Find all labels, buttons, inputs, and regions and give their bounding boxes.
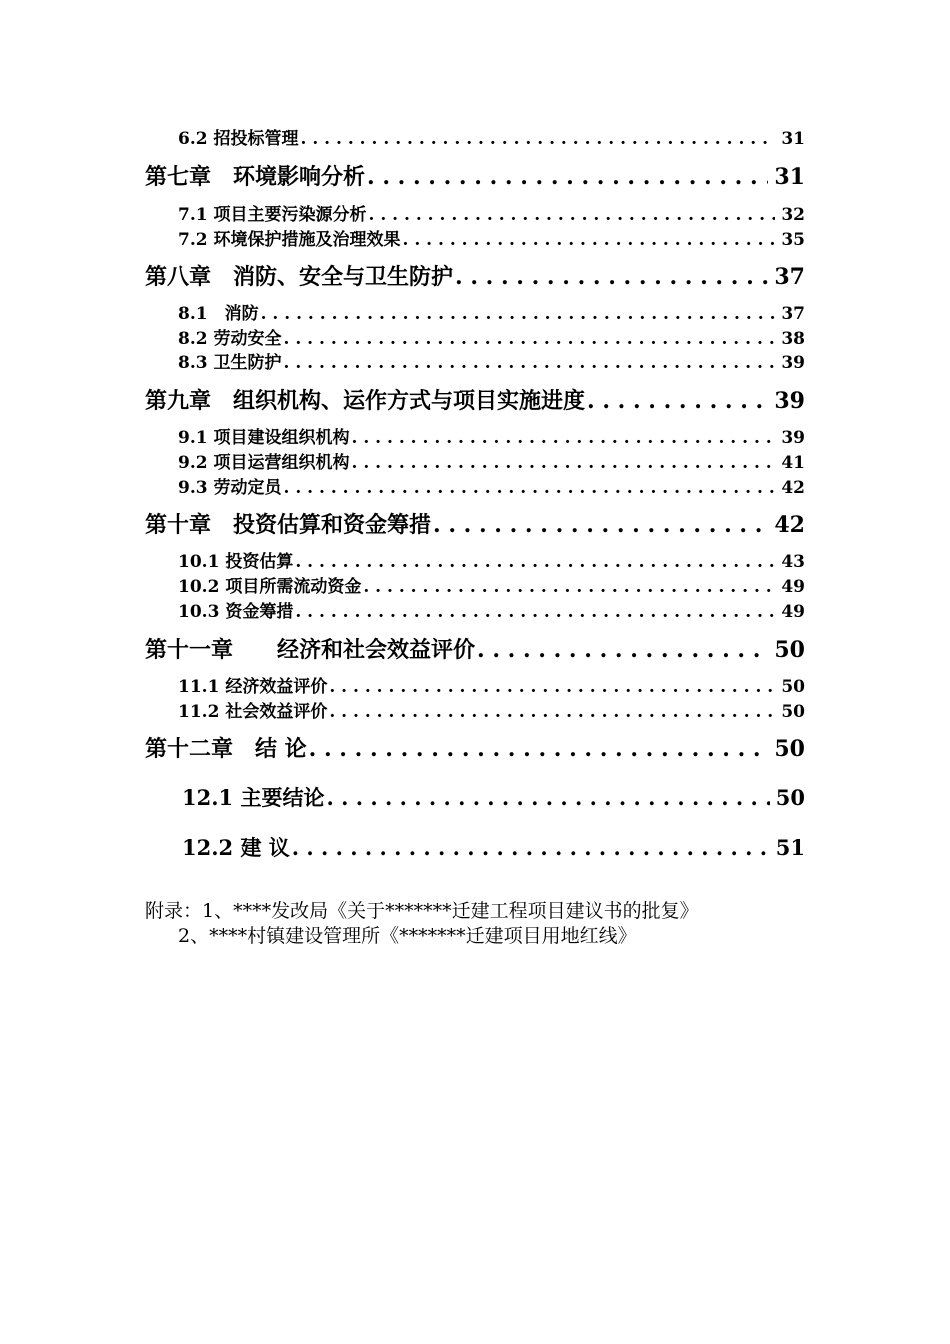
toc-entry-page: 50 — [775, 785, 805, 810]
toc-leader — [295, 602, 775, 622]
toc-chapter[interactable] — [145, 508, 805, 539]
toc-entry-page: 49 — [781, 602, 805, 622]
toc-entry-title: 10.3 资金筹措 — [178, 602, 294, 622]
toc-chapter-page: 42 — [774, 512, 805, 538]
toc-leader — [329, 677, 775, 697]
toc-entry-title: 11.2 社会效益评价 — [178, 702, 328, 722]
toc-chapter-page: 31 — [774, 164, 805, 190]
toc-leader — [352, 428, 776, 448]
toc-entry-title: 8.2 劳动安全 — [178, 329, 282, 349]
toc-chapter-title: 第十二章 结 论 — [145, 736, 307, 762]
toc-chapter-title: 第十一章 经济和社会效益评价 — [145, 637, 476, 663]
appendix-line: 附录：1、****发改局《关于*******迁建工程项目建议书的批复》 — [145, 900, 699, 922]
toc-entry-title: 9.2 项目运营组织机构 — [178, 453, 350, 473]
toc-entry-title: 9.1 项目建设组织机构 — [178, 428, 350, 448]
toc-entry-title: 10.1 投资估算 — [178, 552, 294, 572]
toc-entry-title: 7.2 环境保护措施及治理效果 — [178, 230, 401, 250]
toc-entry[interactable] — [182, 782, 805, 812]
toc-chapter[interactable] — [145, 160, 805, 191]
toc-chapter-title: 第十章 投资估算和资金筹措 — [145, 512, 432, 538]
toc-entry[interactable] — [178, 448, 805, 473]
toc-leader — [284, 353, 776, 373]
toc-chapter[interactable] — [145, 732, 805, 763]
toc-chapter[interactable] — [145, 384, 805, 415]
toc-leader — [329, 702, 775, 722]
toc-entry-page: 37 — [781, 304, 805, 324]
toc-leader — [292, 835, 770, 860]
toc-chapter-title: 第七章 环境影响分析 — [145, 164, 366, 190]
toc-entry[interactable] — [178, 597, 805, 622]
toc-entry-page: 35 — [781, 230, 805, 250]
toc-entry[interactable] — [178, 423, 805, 448]
toc-chapter[interactable] — [145, 260, 805, 291]
toc-chapter-page: 50 — [774, 637, 805, 663]
toc-entry-page: 51 — [775, 835, 805, 860]
toc-chapter-page: 37 — [774, 264, 805, 290]
toc-leader — [261, 304, 776, 324]
toc-entry-title: 8.3 卫生防护 — [178, 353, 282, 373]
toc-leader — [326, 785, 769, 810]
toc-entry-page: 31 — [781, 129, 805, 149]
toc-entry-page: 39 — [781, 428, 805, 448]
toc-chapter-page: 50 — [774, 736, 805, 762]
toc-entry[interactable] — [178, 348, 805, 373]
toc-leader — [352, 453, 776, 473]
toc-entry[interactable] — [178, 299, 805, 324]
toc-entry-page: 41 — [781, 453, 805, 473]
toc-entry[interactable] — [178, 672, 805, 697]
toc-entry[interactable] — [178, 572, 805, 597]
toc-entry[interactable] — [178, 547, 805, 572]
toc-entry[interactable] — [178, 124, 805, 149]
toc-leader — [455, 264, 768, 290]
toc-entry-page: 50 — [781, 677, 805, 697]
toc-entry[interactable] — [178, 324, 805, 349]
toc-entry-page: 38 — [781, 329, 805, 349]
toc-entry-title: 9.3 劳动定员 — [178, 478, 282, 498]
toc-leader — [369, 205, 776, 225]
toc-entry-title: 12.1 主要结论 — [182, 785, 325, 810]
toc-entry-page: 42 — [781, 478, 805, 498]
toc-entry[interactable] — [178, 697, 805, 722]
toc-leader — [309, 736, 769, 762]
toc-entry-title: 11.1 经济效益评价 — [178, 677, 328, 697]
toc-entry-title: 12.2 建 议 — [182, 835, 290, 860]
toc-entry-page: 43 — [781, 552, 805, 572]
toc-entry[interactable] — [182, 832, 805, 862]
toc-entry-page: 49 — [781, 577, 805, 597]
toc-entry-page: 39 — [781, 353, 805, 373]
toc-leader — [477, 637, 768, 663]
toc-entry-page: 32 — [781, 205, 805, 225]
toc-entry[interactable] — [178, 225, 805, 250]
toc-entry-title: 7.1 项目主要污染源分析 — [178, 205, 367, 225]
toc-entry[interactable] — [178, 473, 805, 498]
toc-leader — [587, 388, 768, 414]
toc-leader — [433, 512, 768, 538]
toc-chapter-page: 39 — [774, 388, 805, 414]
toc-chapter-title: 第九章 组织机构、运作方式与项目实施进度 — [145, 388, 586, 414]
toc-leader — [295, 552, 775, 572]
toc-entry[interactable] — [178, 200, 805, 225]
toc-chapter[interactable] — [145, 633, 805, 664]
toc-leader — [403, 230, 776, 250]
toc-entry-title: 6.2 招投标管理 — [178, 129, 299, 149]
toc-leader — [284, 329, 776, 349]
toc-leader — [363, 577, 775, 597]
appendix-line: 2、****村镇建设管理所《*******迁建项目用地红线》 — [178, 925, 637, 947]
toc-entry-title: 8.1 消防 — [178, 304, 259, 324]
toc-entry-title: 10.2 项目所需流动资金 — [178, 577, 362, 597]
toc-leader — [367, 164, 768, 190]
toc-leader — [301, 129, 776, 149]
toc-leader — [284, 478, 776, 498]
toc-chapter-title: 第八章 消防、安全与卫生防护 — [145, 264, 454, 290]
toc-entry-page: 50 — [781, 702, 805, 722]
